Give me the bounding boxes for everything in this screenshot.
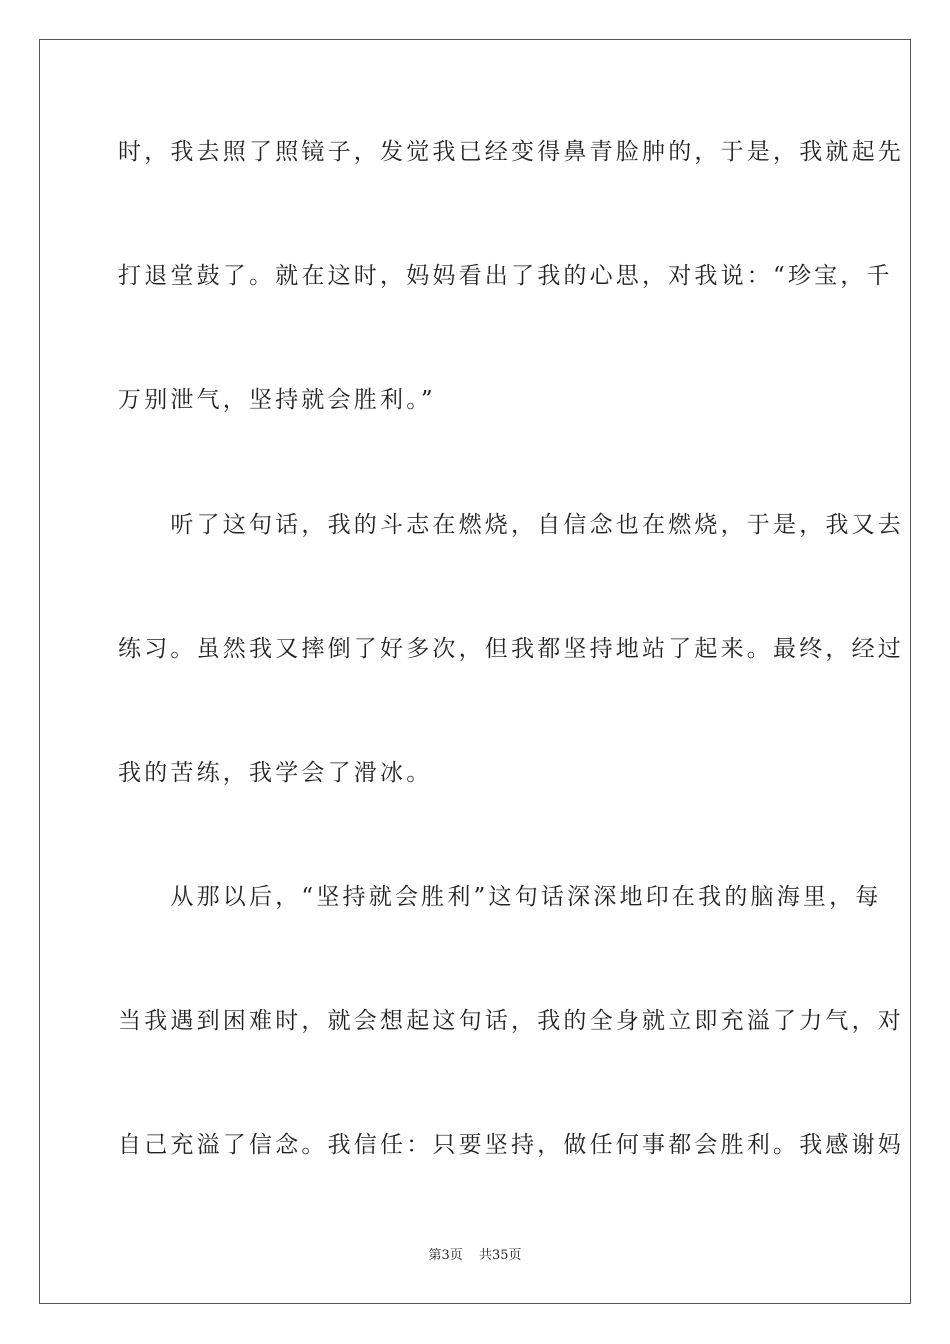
page-footer	[0, 1248, 950, 1264]
page-frame	[39, 39, 911, 1304]
text-line: 当我遇到困难时，就会想起这句话，我的全身就立即充溢了力气，对	[118, 1008, 904, 1034]
text-line: 打退堂鼓了。就在这时，妈妈看出了我的心思，对我说：“珍宝，千	[118, 263, 893, 289]
text-line: 时，我去照了照镜子，发觉我已经变得鼻青脸肿的，于是，我就起先	[118, 139, 904, 165]
page-total: 共35页	[478, 1248, 522, 1263]
text-line: 自己充溢了信念。我信任：只要坚持，做任何事都会胜利。我感谢妈	[118, 1132, 904, 1158]
text-line: 听了这句话，我的斗志在燃烧，自信念也在燃烧，于是，我又去	[118, 512, 904, 538]
text-line: 万别泄气，坚持就会胜利。”	[118, 387, 436, 413]
page-number: 第3页	[428, 1248, 463, 1263]
text-line: 我的苦练，我学会了滑冰。	[118, 760, 433, 786]
text-line: 练习。虽然我又摔倒了好多次，但我都坚持地站了起来。最终，经过	[118, 636, 904, 662]
text-line: 从那以后，“坚持就会胜利”这句话深深地印在我的脑海里，每	[118, 884, 882, 910]
